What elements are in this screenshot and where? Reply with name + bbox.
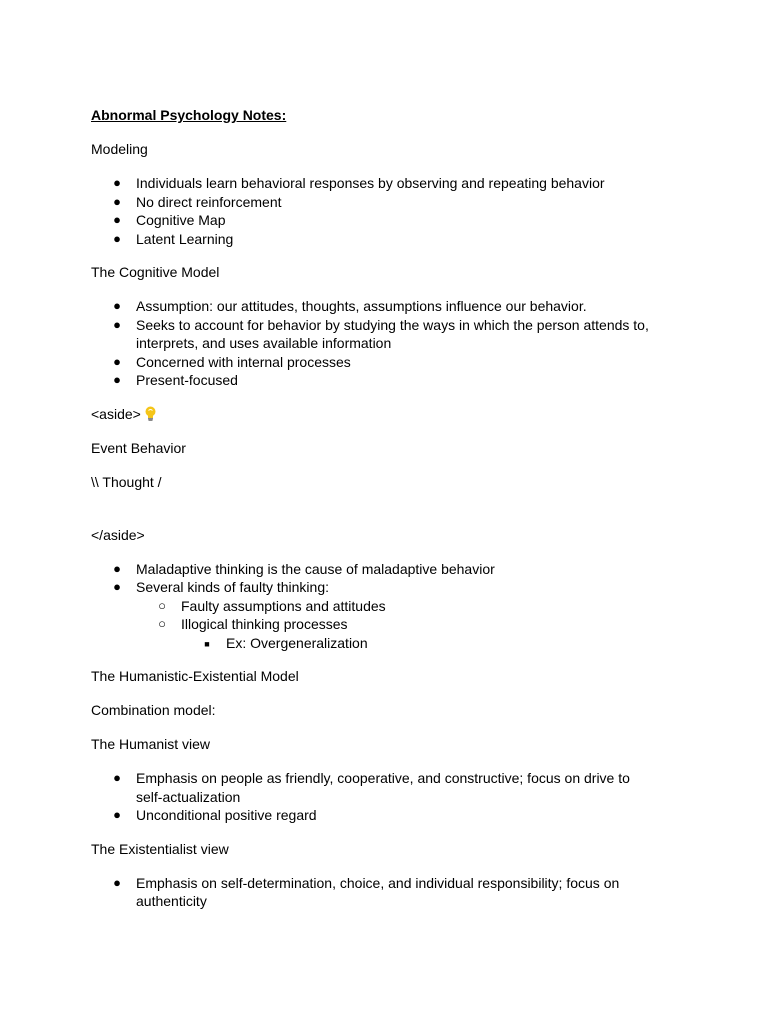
bullet-disc: ● bbox=[113, 579, 121, 594]
bullet-disc: ● bbox=[113, 770, 121, 785]
bullet-disc: ● bbox=[113, 353, 121, 369]
existentialist-list bbox=[91, 874, 691, 911]
list-item: ● Seeks to account for behavior by studying the ways in which the person attends to, interprets, and uses available information bbox=[91, 316, 691, 353]
document-title: Abnormal Psychology Notes: bbox=[91, 107, 287, 123]
bullet-disc: ● bbox=[113, 372, 121, 387]
humanist-list bbox=[91, 769, 691, 825]
heading-humanistic-existential: The Humanistic-Existential Model bbox=[91, 668, 299, 684]
document-body bbox=[91, 106, 691, 911]
bullet-square: ■ bbox=[204, 638, 210, 649]
bullet-disc: ● bbox=[113, 175, 121, 190]
list-item: ● Latent Learning bbox=[91, 230, 691, 249]
list-item: ● Unconditional positive regard bbox=[91, 806, 691, 825]
list-item: ● Emphasis on self-determination, choice, and individual responsibility; focus on authenticity bbox=[91, 874, 691, 911]
bullet-disc: ● bbox=[113, 230, 121, 246]
list-item: ○ Illogical thinking processes ■ Ex: Overgeneralization bbox=[136, 615, 691, 652]
bullet-disc: ● bbox=[113, 193, 121, 209]
list-item: ● Individuals learn behavioral responses by observing and repeating behavior bbox=[91, 174, 691, 193]
bullet-circle: ○ bbox=[158, 597, 166, 613]
bullet-disc: ● bbox=[113, 298, 121, 313]
bullet-disc: ● bbox=[113, 212, 121, 227]
heading-cognitive-model: The Cognitive Model bbox=[91, 264, 220, 280]
list-item: ● Several kinds of faulty thinking: ○ Faulty assumptions and attitudes ○ Illogical thinking processes ■ Ex: Overgeneralization bbox=[91, 578, 691, 652]
list-item: ● Present-focused bbox=[91, 371, 691, 390]
list-item: ● Assumption: our attitudes, thoughts, assumptions influence our behavior. bbox=[91, 297, 691, 316]
list-item: ■ Ex: Overgeneralization bbox=[181, 634, 691, 653]
list-item: ● Emphasis on people as friendly, cooperative, and constructive; focus on drive to self-actualization bbox=[91, 769, 691, 806]
spacer bbox=[91, 492, 691, 511]
heading-modeling: Modeling bbox=[91, 141, 148, 157]
bullet-disc: ● bbox=[113, 807, 121, 822]
list-item: ● Cognitive Map bbox=[91, 211, 691, 230]
list-item: ● Maladaptive thinking is the cause of maladaptive behavior bbox=[91, 560, 691, 579]
bullet-disc: ● bbox=[113, 316, 121, 332]
aside-close: </aside> bbox=[91, 526, 145, 543]
lightbulb-icon bbox=[144, 406, 157, 422]
illogical-thinking-sublist bbox=[181, 634, 691, 653]
list-item: ● No direct reinforcement bbox=[91, 193, 691, 212]
faulty-thinking-sublist bbox=[136, 597, 691, 653]
bullet-disc: ● bbox=[113, 560, 121, 576]
cognitive-list bbox=[91, 297, 691, 390]
bullet-circle: ○ bbox=[158, 616, 166, 631]
heading-humanist-view: The Humanist view bbox=[91, 736, 211, 752]
aside-line-event-behavior: Event Behavior bbox=[91, 439, 186, 456]
modeling-list bbox=[91, 174, 691, 248]
list-item: ○ Faulty assumptions and attitudes bbox=[136, 597, 691, 616]
list-item: ● Concerned with internal processes bbox=[91, 353, 691, 372]
aside-line-thought: \\ Thought / bbox=[91, 473, 162, 490]
heading-existentialist-view: The Existentialist view bbox=[91, 840, 229, 857]
combination-model-label: Combination model: bbox=[91, 702, 216, 718]
maladaptive-list bbox=[91, 560, 691, 653]
bullet-disc: ● bbox=[113, 874, 121, 890]
aside-open: <aside> bbox=[91, 405, 691, 424]
